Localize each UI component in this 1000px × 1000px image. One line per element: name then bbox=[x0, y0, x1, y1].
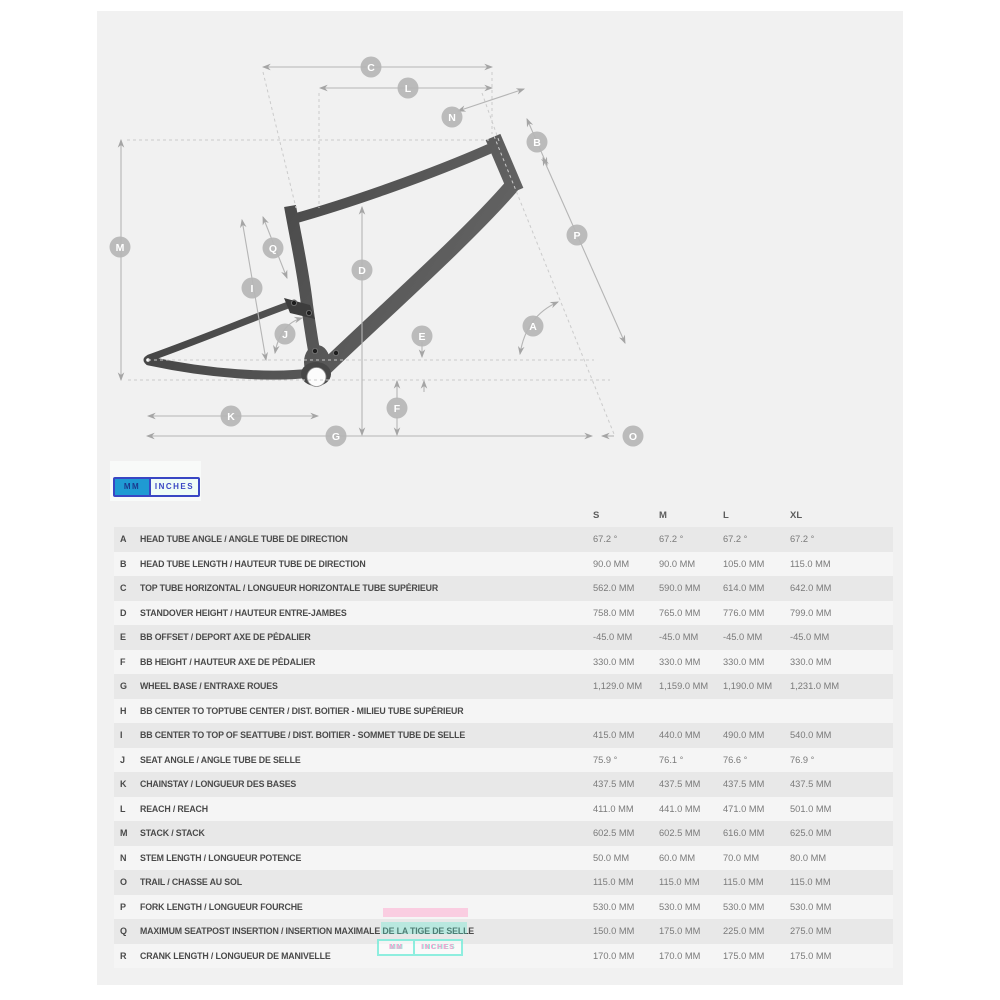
row-letter: C bbox=[120, 583, 127, 594]
cell-value-l: 70.0 MM bbox=[723, 852, 760, 863]
cell-value-xl: 1,231.0 MM bbox=[790, 681, 840, 692]
table-row-F bbox=[114, 650, 893, 675]
cell-value-l: 1,190.0 MM bbox=[723, 681, 773, 692]
cell-value-m: 530.0 MM bbox=[659, 901, 701, 912]
row-letter: G bbox=[120, 681, 128, 692]
row-description: STACK / STACK bbox=[140, 828, 205, 839]
cell-value-s: 530.0 MM bbox=[593, 901, 635, 912]
cell-value-xl: 275.0 MM bbox=[790, 926, 832, 937]
ghost-unit-toggle-artifact bbox=[377, 939, 463, 956]
cell-value-xl: 76.9 ° bbox=[790, 754, 815, 765]
geometry-table bbox=[114, 503, 893, 968]
ghost-inches-label: INCHES bbox=[421, 944, 455, 951]
dim-label-letter-L: L bbox=[404, 82, 412, 95]
inches-button[interactable]: INCHES bbox=[149, 479, 198, 495]
row-letter: Q bbox=[120, 926, 128, 937]
table-row-D bbox=[114, 601, 893, 626]
cell-value-l: 115.0 MM bbox=[723, 877, 764, 888]
dim-label-letter-M: M bbox=[115, 241, 125, 254]
cell-value-m: -45.0 MM bbox=[659, 632, 699, 643]
cell-value-s: 115.0 MM bbox=[593, 877, 634, 888]
cell-value-s: 330.0 MM bbox=[593, 656, 635, 667]
table-row-M bbox=[114, 821, 893, 846]
table-row-N bbox=[114, 846, 893, 871]
cell-value-l: 330.0 MM bbox=[723, 656, 765, 667]
row-description: TRAIL / CHASSE AU SOL bbox=[140, 877, 242, 888]
size-header-s: S bbox=[593, 509, 600, 521]
row-letter: O bbox=[120, 877, 128, 888]
table-row-G bbox=[114, 674, 893, 699]
size-header-m: M bbox=[659, 509, 667, 521]
dim-label-letter-N: N bbox=[448, 111, 456, 124]
cell-value-m: 67.2 ° bbox=[659, 534, 684, 545]
dim-label-letter-I: I bbox=[250, 282, 254, 295]
table-row-C bbox=[114, 576, 893, 601]
row-letter: P bbox=[120, 901, 127, 912]
cell-value-m: 437.5 MM bbox=[659, 779, 701, 790]
cell-value-s: 150.0 MM bbox=[593, 926, 635, 937]
row-letter: M bbox=[120, 828, 128, 839]
cell-value-s: 437.5 MM bbox=[593, 779, 635, 790]
cell-value-l: 105.0 MM bbox=[723, 558, 765, 569]
row-description: CRANK LENGTH / LONGUEUR DE MANIVELLE bbox=[140, 950, 331, 961]
table-row-J bbox=[114, 748, 893, 773]
cell-value-m: 1,159.0 MM bbox=[659, 681, 709, 692]
row-description: FORK LENGTH / LONGUEUR FOURCHE bbox=[140, 901, 303, 912]
table-row-O bbox=[114, 870, 893, 895]
ghost-mm-label: MM bbox=[379, 941, 415, 954]
cell-value-xl: 115.0 MM bbox=[790, 558, 831, 569]
row-description: BB OFFSET / DEPORT AXE DE PÉDALIER bbox=[140, 632, 311, 643]
row-description: STANDOVER HEIGHT / HAUTEUR ENTRE-JAMBES bbox=[140, 607, 347, 618]
dimension-labels bbox=[110, 57, 644, 447]
cell-value-xl: 799.0 MM bbox=[790, 607, 832, 618]
dim-label-letter-A: A bbox=[529, 320, 537, 333]
geometry-panel bbox=[97, 11, 903, 985]
table-row-I bbox=[114, 723, 893, 748]
cell-value-l: 437.5 MM bbox=[723, 779, 765, 790]
row-letter: L bbox=[120, 803, 126, 814]
dim-label-letter-E: E bbox=[418, 330, 426, 343]
cell-value-l: 490.0 MM bbox=[723, 730, 765, 741]
dimension-lines bbox=[121, 67, 625, 436]
cell-value-xl: 625.0 MM bbox=[790, 828, 832, 839]
cell-value-m: 602.5 MM bbox=[659, 828, 701, 839]
row-description: WHEEL BASE / ENTRAXE ROUES bbox=[140, 681, 278, 692]
row-letter: E bbox=[120, 632, 127, 643]
table-row-A bbox=[114, 527, 893, 552]
cell-value-m: 90.0 MM bbox=[659, 558, 696, 569]
dim-label-letter-J: J bbox=[282, 328, 288, 341]
dim-label-letter-C: C bbox=[367, 61, 375, 74]
cell-value-xl: 501.0 MM bbox=[790, 803, 832, 814]
row-letter: I bbox=[120, 730, 123, 741]
dim-label-letter-G: G bbox=[331, 430, 341, 443]
unit-toggle bbox=[113, 477, 200, 497]
cell-value-s: 415.0 MM bbox=[593, 730, 635, 741]
cell-value-l: 67.2 ° bbox=[723, 534, 748, 545]
cell-value-l: 616.0 MM bbox=[723, 828, 765, 839]
cell-value-l: 76.6 ° bbox=[723, 754, 748, 765]
frame-geometry-diagram bbox=[97, 11, 903, 465]
cell-value-l: 175.0 MM bbox=[723, 950, 765, 961]
table-row-Q bbox=[114, 919, 893, 944]
cell-value-m: 115.0 MM bbox=[659, 877, 700, 888]
table-row-P bbox=[114, 895, 893, 920]
table-header-row bbox=[114, 503, 893, 527]
row-letter: N bbox=[120, 852, 127, 863]
dim-label-letter-K: K bbox=[227, 410, 235, 423]
mm-button[interactable]: MM bbox=[115, 479, 149, 495]
row-description: SEAT ANGLE / ANGLE TUBE DE SELLE bbox=[140, 754, 301, 765]
cell-value-s: 67.2 ° bbox=[593, 534, 618, 545]
cell-value-xl: 437.5 MM bbox=[790, 779, 832, 790]
row-description: HEAD TUBE LENGTH / HAUTEUR TUBE DE DIRECTION bbox=[140, 558, 366, 569]
row-description: BB HEIGHT / HAUTEUR AXE DE PÉDALIER bbox=[140, 656, 316, 667]
cell-value-xl: 67.2 ° bbox=[790, 534, 815, 545]
cell-value-m: 60.0 MM bbox=[659, 852, 696, 863]
table-row-K bbox=[114, 772, 893, 797]
row-description: CHAINSTAY / LONGUEUR DES BASES bbox=[140, 779, 297, 790]
cell-value-m: 170.0 MM bbox=[659, 950, 701, 961]
dim-label-letter-Q: Q bbox=[268, 242, 278, 255]
cell-value-s: 90.0 MM bbox=[593, 558, 630, 569]
cell-value-xl: 80.0 MM bbox=[790, 852, 827, 863]
row-letter: A bbox=[120, 534, 127, 545]
table-row-L bbox=[114, 797, 893, 822]
ghost-artifact-bar bbox=[383, 908, 468, 917]
row-description: BB CENTER TO TOPTUBE CENTER / DIST. BOITIER - MILIEU TUBE SUPÉRIEUR bbox=[140, 705, 464, 716]
row-letter: H bbox=[120, 705, 127, 716]
cell-value-xl: 540.0 MM bbox=[790, 730, 832, 741]
table-row-R bbox=[114, 944, 893, 969]
row-description: MAXIMUM SEATPOST INSERTION / INSERTION MAXIMALE DE LA TIGE DE SELLE bbox=[140, 926, 475, 937]
dim-label-letter-O: O bbox=[628, 430, 638, 443]
cell-value-l: 471.0 MM bbox=[723, 803, 765, 814]
row-description: BB CENTER TO TOP OF SEATTUBE / DIST. BOITIER - SOMMET TUBE DE SELLE bbox=[140, 730, 466, 741]
cell-value-m: 441.0 MM bbox=[659, 803, 701, 814]
cell-value-s: 170.0 MM bbox=[593, 950, 635, 961]
cell-value-l: 225.0 MM bbox=[723, 926, 765, 937]
cell-value-l: -45.0 MM bbox=[723, 632, 763, 643]
ghost-artifact-tint bbox=[381, 922, 467, 934]
cell-value-s: 562.0 MM bbox=[593, 583, 635, 594]
table-row-B bbox=[114, 552, 893, 577]
cell-value-m: 76.1 ° bbox=[659, 754, 684, 765]
cell-value-xl: 530.0 MM bbox=[790, 901, 832, 912]
row-description: TOP TUBE HORIZONTAL / LONGUEUR HORIZONTALE TUBE SUPÉRIEUR bbox=[140, 583, 439, 594]
dim-label-letter-P: P bbox=[573, 229, 581, 242]
table-row-H bbox=[114, 699, 893, 724]
row-description: HEAD TUBE ANGLE / ANGLE TUBE DE DIRECTION bbox=[140, 534, 348, 545]
cell-value-s: 602.5 MM bbox=[593, 828, 635, 839]
cell-value-m: 765.0 MM bbox=[659, 607, 701, 618]
row-description: STEM LENGTH / LONGUEUR POTENCE bbox=[140, 852, 302, 863]
dim-label-letter-D: D bbox=[358, 264, 366, 277]
cell-value-m: 440.0 MM bbox=[659, 730, 701, 741]
reference-lines bbox=[127, 72, 614, 434]
bike-frame-illustration bbox=[144, 137, 517, 387]
cell-value-s: 1,129.0 MM bbox=[593, 681, 643, 692]
cell-value-l: 614.0 MM bbox=[723, 583, 765, 594]
cell-value-xl: -45.0 MM bbox=[790, 632, 830, 643]
row-letter: J bbox=[120, 754, 126, 765]
cell-value-l: 776.0 MM bbox=[723, 607, 765, 618]
cell-value-xl: 175.0 MM bbox=[790, 950, 832, 961]
cell-value-s: 758.0 MM bbox=[593, 607, 635, 618]
row-letter: R bbox=[120, 950, 127, 961]
cell-value-l: 530.0 MM bbox=[723, 901, 765, 912]
dim-label-letter-F: F bbox=[393, 402, 401, 415]
row-letter: K bbox=[120, 779, 127, 790]
row-description: REACH / REACH bbox=[140, 803, 208, 814]
cell-value-xl: 642.0 MM bbox=[790, 583, 832, 594]
row-letter: D bbox=[120, 607, 127, 618]
cell-value-m: 175.0 MM bbox=[659, 926, 701, 937]
frame-diagram-svg bbox=[97, 11, 903, 465]
cell-value-m: 590.0 MM bbox=[659, 583, 701, 594]
row-letter: B bbox=[120, 558, 127, 569]
cell-value-s: 75.9 ° bbox=[593, 754, 618, 765]
size-header-l: L bbox=[723, 509, 729, 521]
table-row-E bbox=[114, 625, 893, 650]
cell-value-xl: 115.0 MM bbox=[790, 877, 831, 888]
cell-value-m: 330.0 MM bbox=[659, 656, 701, 667]
row-letter: F bbox=[120, 656, 126, 667]
cell-value-s: 50.0 MM bbox=[593, 852, 630, 863]
dim-label-letter-B: B bbox=[533, 136, 541, 149]
cell-value-s: 411.0 MM bbox=[593, 803, 634, 814]
size-header-xl: XL bbox=[790, 509, 803, 521]
cell-value-xl: 330.0 MM bbox=[790, 656, 832, 667]
cell-value-s: -45.0 MM bbox=[593, 632, 633, 643]
